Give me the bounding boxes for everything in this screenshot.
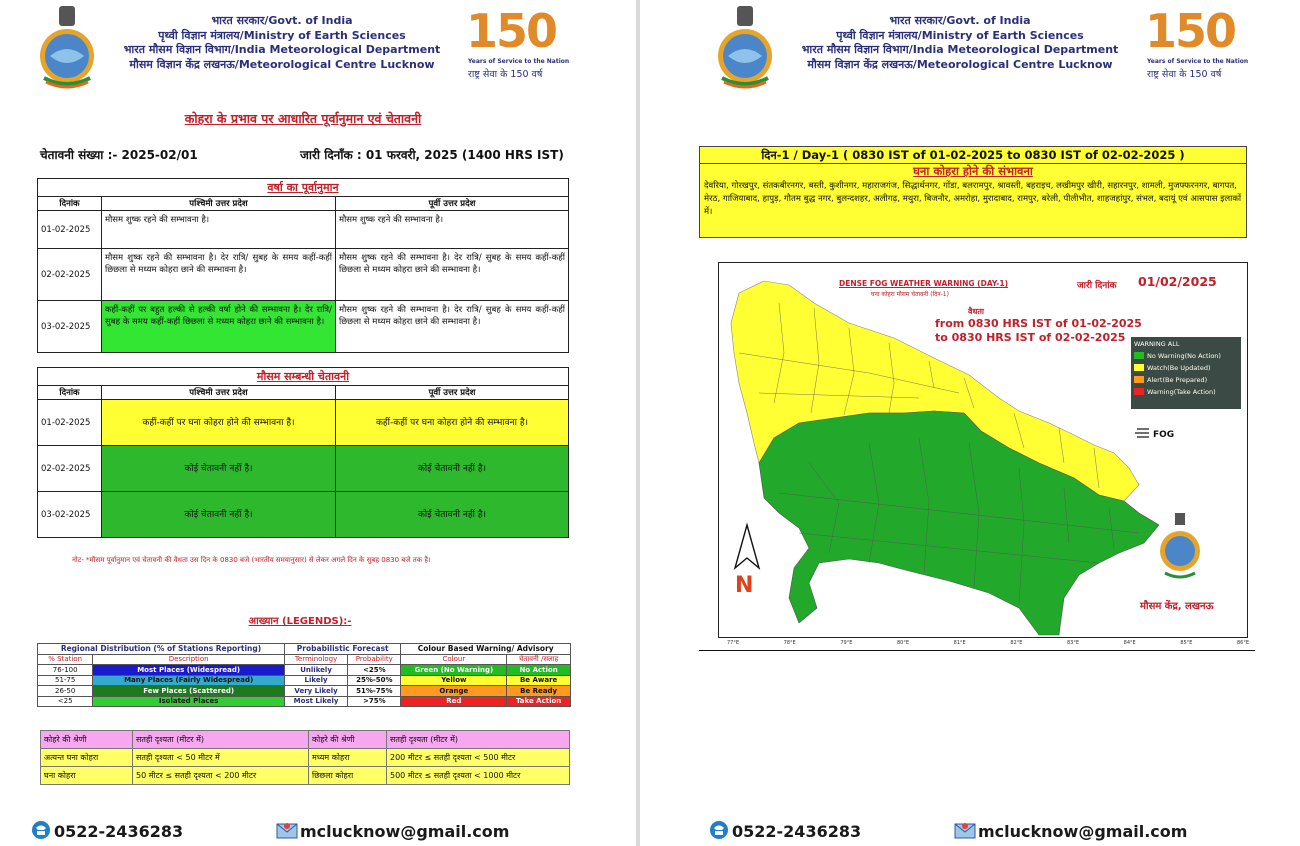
legend-description: Many Places (Fairly Widespread)	[93, 675, 285, 686]
row-east: कोई चेतावनी नहीं है।	[336, 446, 569, 492]
validity-note: नोट- *मौसम पूर्वानुमान एवं चेतावनी की वैधता उस दिन के 0830 बजे (भारतीय समयानुसार) से लेकर अगले दिन के सुबह 0830 बजे तक है।	[72, 556, 431, 564]
legend-swatch	[1134, 364, 1144, 371]
vis-cell: छिछला कोहरा	[309, 767, 387, 785]
left-page	[0, 0, 636, 846]
table-row	[38, 446, 569, 492]
legend-row	[38, 675, 571, 686]
legend-description: Few Places (Scattered)	[93, 686, 285, 697]
map-valid-from: from 0830 HRS IST of 01-02-2025	[935, 317, 1142, 330]
logo-150-years	[1145, 4, 1253, 82]
row-date: 01-02-2025	[38, 400, 102, 446]
row-date: 02-02-2025	[38, 446, 102, 492]
row-west: मौसम शुष्क रहने की सम्भावना है। देर रात्रि/ सुबह के समय कहीं-कहीं छिछला से मध्यम कोहरा छाने की सम्भावना है।	[102, 249, 336, 301]
longitude-ticks	[719, 640, 1249, 650]
row-west: कोई चेतावनी नहीं है।	[102, 446, 336, 492]
row-west: मौसम शुष्क रहने की सम्भावना है।	[102, 211, 336, 249]
imd-emblem-icon	[32, 4, 102, 90]
legend-rows	[38, 665, 571, 707]
day1-subtitle: घना कोहरा होने की संभावना	[913, 164, 1033, 178]
longitude-tick: 83°E	[1067, 640, 1080, 646]
vis-cell: घना कोहरा	[41, 767, 133, 785]
imd-emblem-icon	[710, 4, 780, 90]
vis-cell: 50 मीटर ≤ सतही दृश्यता < 200 मीटर	[133, 767, 309, 785]
row-east: मौसम शुष्क रहने की सम्भावना है। देर रात्रि/ सुबह के समय कहीं-कहीं छिछला से मध्यम कोहरा छाने की सम्भावना है।	[336, 249, 569, 301]
vis-cell: सतही दृश्यता < 50 मीटर में	[133, 749, 309, 767]
logo-150-years	[466, 4, 574, 82]
longitude-tick: 78°E	[783, 640, 796, 646]
map-legend-rows	[1134, 350, 1238, 398]
header-line4: मौसम विज्ञान केंद्र लखनऊ/Meteorological Centre Lucknow	[129, 57, 435, 71]
legend-station: 76-100	[38, 665, 93, 676]
table-row	[38, 211, 569, 249]
legend-action: Be Aware	[507, 675, 571, 686]
legend-label: Watch(Be Updated)	[1147, 364, 1211, 372]
table-row	[38, 249, 569, 301]
legend-description: Isolated Places	[93, 696, 285, 707]
rainfall-forecast-table	[37, 178, 569, 353]
fog-symbol-icon	[1135, 429, 1149, 437]
vis-h3: कोहरे की श्रेणी	[309, 731, 387, 749]
header-line1: भारत सरकार/Govt. of India	[889, 14, 1031, 27]
legend-probability: 25%-50%	[348, 675, 401, 686]
legend-row	[38, 686, 571, 697]
map-valid-to: to 0830 HRS IST of 02-02-2025	[935, 331, 1126, 344]
met-centre-label: मौसम केंद्र, लखनऊ	[1140, 601, 1214, 612]
map-legend-title: WARNING ALL	[1134, 340, 1180, 348]
col-date: दिनांक	[38, 197, 102, 211]
longitude-tick: 82°E	[1010, 640, 1023, 646]
header-line4: मौसम विज्ञान केंद्र लखनऊ/Meteorological Centre Lucknow	[807, 57, 1113, 71]
table-row	[41, 767, 570, 785]
warning-number: चेतावनी संख्या :- 2025-02/01	[40, 148, 198, 162]
forecast-caption: वर्षा का पूर्वानुमान	[38, 179, 569, 197]
vis-h2: सतही दृश्यता (मीटर में)	[133, 731, 309, 749]
page-header	[640, 0, 1300, 95]
legend-row	[38, 696, 571, 707]
longitude-tick: 84°E	[1123, 640, 1136, 646]
vis-cell: 200 मीटर ≤ सतही दृश्यता < 500 मीटर	[387, 749, 570, 767]
logo-sub-en: Years of Service to the Nation	[468, 58, 570, 65]
col-east: पूर्वी उत्तर प्रदेश	[336, 386, 569, 400]
legend-colour: Orange	[401, 686, 507, 697]
legend-colour: Yellow	[401, 675, 507, 686]
legend-action: No Action	[507, 665, 571, 676]
legend-c-colour: Colour	[401, 654, 507, 665]
legend-action: Take Action	[507, 696, 571, 707]
legend-terminology: Most Likely	[284, 696, 347, 707]
row-west: कहीं-कहीं पर बहुत हल्की से हल्की वर्षा होने की सम्भावना है। देर रात्रि/ सुबह के समय कहीं-कहीं छिछला से मध्यम कोहरा छाने की सम्भावना है।	[102, 301, 336, 353]
contact-email	[954, 820, 1187, 841]
legend-c-action: चेतावनी /सलाह	[507, 654, 571, 665]
legend-probability: <25%	[348, 665, 401, 676]
legend-table	[37, 643, 571, 707]
phone-icon	[708, 820, 730, 840]
longitude-tick: 86°E	[1237, 640, 1250, 646]
vis-h4: सतही दृश्यता (मीटर में)	[387, 731, 570, 749]
map-legend-item	[1134, 350, 1238, 362]
legend-swatch	[1134, 388, 1144, 395]
warning-caption: मौसम सम्बन्धी चेतावनी	[38, 368, 569, 386]
header-line2: पृथ्वी विज्ञान मंत्रालय/Ministry of Earth Sciences	[158, 28, 406, 42]
vis-cell: मध्यम कोहरा	[309, 749, 387, 767]
header-line3: भारत मौसम विज्ञान विभाग/India Meteorological Department	[801, 43, 1119, 56]
logo-number: 150	[1145, 4, 1236, 58]
north-label: N	[735, 573, 754, 598]
email-address[interactable]: mclucknow@gmail.com	[300, 822, 510, 841]
table-row	[38, 492, 569, 538]
legend-colour: Green (No Warning)	[401, 665, 507, 676]
logo-sub-hi: राष्ट्र सेवा के 150 वर्ष	[1147, 69, 1222, 80]
email-address[interactable]: mclucknow@gmail.com	[978, 822, 1188, 841]
legend-station: <25	[38, 696, 93, 707]
map-legend-item	[1134, 374, 1238, 386]
legend-c-desc: Description	[93, 654, 285, 665]
logo-sub-en: Years of Service to the Nation	[1147, 58, 1249, 65]
map-title: DENSE FOG WEATHER WARNING (DAY-1)	[839, 279, 1009, 288]
email-icon	[276, 820, 298, 840]
legend-action: Be Ready	[507, 686, 571, 697]
longitude-tick: 81°E	[953, 640, 966, 646]
phone-icon	[30, 820, 52, 840]
longitude-tick: 79°E	[840, 640, 853, 646]
map-underline	[699, 650, 1255, 651]
vis-cell: 500 मीटर ≤ सतही दृश्यता < 1000 मीटर	[387, 767, 570, 785]
row-east: कोई चेतावनी नहीं है।	[336, 492, 569, 538]
contact-email	[276, 820, 509, 841]
legend-h-prob: Probabilistic Forecast	[284, 644, 400, 655]
header-text	[790, 14, 1130, 72]
map-issue-date: 01/02/2025	[1138, 274, 1217, 289]
row-date: 03-02-2025	[38, 301, 102, 353]
map-legend	[1131, 337, 1241, 409]
legend-label: No Warning(No Action)	[1147, 352, 1221, 360]
row-east: कहीं-कहीं पर घना कोहरा होने की सम्भावना है।	[336, 400, 569, 446]
row-east: मौसम शुष्क रहने की सम्भावना है। देर रात्रि/ सुबह के समय कहीं-कहीं छिछला से मध्यम कोहरा छाने की सम्भावना है।	[336, 301, 569, 353]
legend-terminology: Very Likely	[284, 686, 347, 697]
map-issue-label: जारी दिनांक	[1077, 281, 1117, 291]
vis-cell: अत्यन्त घना कोहरा	[41, 749, 133, 767]
legend-description: Most Places (Widespread)	[93, 665, 285, 676]
legend-row	[38, 665, 571, 676]
day1-header: दिन-1 / Day-1 ( 0830 IST of 01-02-2025 to 0830 IST of 02-02-2025 )	[700, 147, 1246, 164]
header-line2: पृथ्वी विज्ञान मंत्रालय/Ministry of Earth Sciences	[836, 28, 1084, 42]
col-date: दिनांक	[38, 386, 102, 400]
logo-number: 150	[466, 4, 557, 58]
legend-h-colour: Colour Based Warning/ Advisory	[401, 644, 571, 655]
legend-terminology: Likely	[284, 675, 347, 686]
weather-warning-table	[37, 367, 569, 538]
fog-label: FOG	[1153, 430, 1175, 440]
legend-station: 26-50	[38, 686, 93, 697]
legend-c-station: % Station	[38, 654, 93, 665]
document-title: कोहरा के प्रभाव पर आधारित पूर्वानुमान एवं चेतावनी	[184, 111, 422, 126]
row-date: 01-02-2025	[38, 211, 102, 249]
phone-number[interactable]: 0522-2436283	[54, 822, 184, 841]
row-east: मौसम शुष्क रहने की सम्भावना है।	[336, 211, 569, 249]
page-header	[0, 0, 636, 95]
day1-districts: देवरिया, गोरखपुर, संतकबीरनगर, बस्ती, कुशीनगर, महाराजगंज, सिद्धार्थनगर, गोंडा, बलरामपुर, श्रावस्ती, बहराइच, लखीमपुर खीरी, सहारनपुर, शामली, मुजफ्फरनगर, बागपत, मेरठ, गाजियाबाद, हापुड़, गौतम बुद्ध नगर, बुलन्दशहर, अलीगढ़, मथुरा, बिजनौर, अमरोहा, मुरादाबाद, रामपुर, बरेली, पीलीभीत, शाहजहांपुर, संभल, बदायूं एवं आसपास इलाकों में।	[704, 181, 1242, 217]
row-west: कोई चेतावनी नहीं है।	[102, 492, 336, 538]
legend-c-term: Terminology	[284, 654, 347, 665]
legend-colour: Red	[401, 696, 507, 707]
header-line1: भारत सरकार/Govt. of India	[211, 14, 353, 27]
legend-swatch	[1134, 352, 1144, 359]
table-row	[41, 749, 570, 767]
col-west: पश्चिमी उत्तर प्रदेश	[102, 197, 336, 211]
legend-label: Alert(Be Prepared)	[1147, 376, 1208, 384]
longitude-tick: 77°E	[727, 640, 740, 646]
issue-date: जारी दिनाँक : 01 फरवरी, 2025 (1400 HRS IST)	[300, 148, 564, 162]
map-region-no-warning	[759, 411, 1159, 635]
header-text	[112, 14, 452, 72]
row-date: 03-02-2025	[38, 492, 102, 538]
table-row	[38, 400, 569, 446]
map-legend-item	[1134, 386, 1238, 398]
table-row	[38, 301, 569, 353]
map-legend-item	[1134, 362, 1238, 374]
legend-probability: >75%	[348, 696, 401, 707]
email-icon	[954, 820, 976, 840]
map-validity-label: वैधता	[968, 307, 984, 316]
col-west: पश्चिमी उत्तर प्रदेश	[102, 386, 336, 400]
phone-number[interactable]: 0522-2436283	[732, 822, 862, 841]
legend-probability: 51%-75%	[348, 686, 401, 697]
map-subtitle: घना कोहरा मौसम चेतावनी (दिन-1)	[871, 291, 949, 298]
day1-fog-box	[699, 146, 1247, 238]
contact-phone	[708, 820, 861, 841]
right-page	[640, 0, 1300, 846]
longitude-tick: 80°E	[897, 640, 910, 646]
row-date: 02-02-2025	[38, 249, 102, 301]
fog-warning-map	[718, 262, 1250, 646]
longitude-tick: 85°E	[1180, 640, 1193, 646]
row-west: कहीं-कहीं पर घना कोहरा होने की सम्भावना है।	[102, 400, 336, 446]
vis-h1: कोहरे की श्रेणी	[41, 731, 133, 749]
fog-visibility-table	[40, 730, 570, 785]
legend-swatch	[1134, 376, 1144, 383]
north-arrow-icon	[735, 525, 759, 568]
legend-c-prob: Probability	[348, 654, 401, 665]
legend-label: Warning(Take Action)	[1147, 388, 1216, 396]
mc-emblem-icon	[1160, 513, 1200, 577]
legend-station: 51-75	[38, 675, 93, 686]
logo-sub-hi: राष्ट्र सेवा के 150 वर्ष	[468, 69, 543, 80]
legend-terminology: Unlikely	[284, 665, 347, 676]
contact-phone	[30, 820, 183, 841]
legends-title: आख्यान (LEGENDS):-	[248, 616, 352, 627]
legend-h-regional: Regional Distribution (% of Stations Reporting)	[38, 644, 285, 655]
col-east: पूर्वी उत्तर प्रदेश	[336, 197, 569, 211]
header-line3: भारत मौसम विज्ञान विभाग/India Meteorological Department	[123, 43, 441, 56]
